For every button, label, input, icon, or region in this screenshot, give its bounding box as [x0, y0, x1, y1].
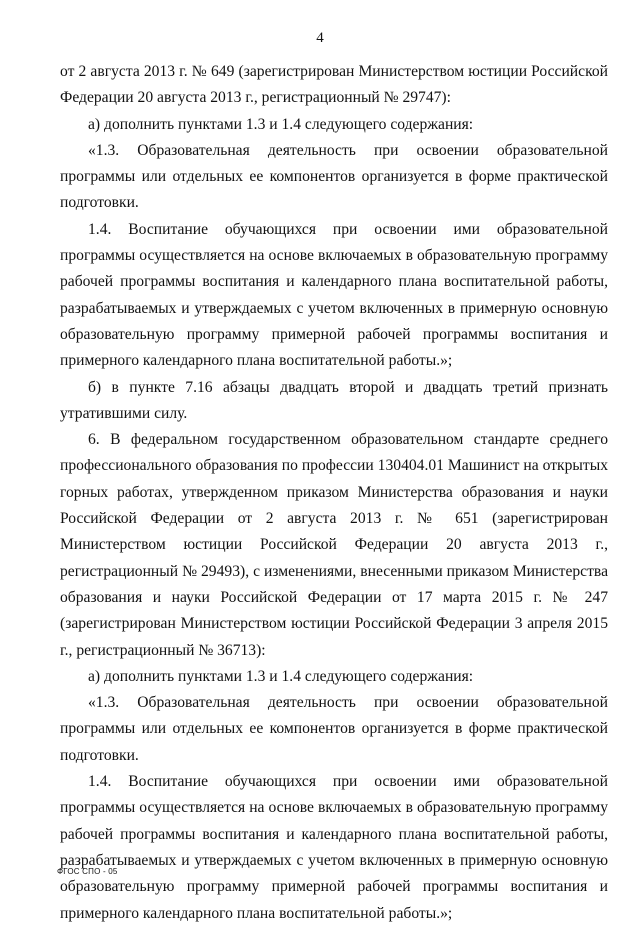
- paragraph: 1.4. Воспитание обучающихся при освоении ими образовательной программы осуществляется на основе включаемых в образовательную программу рабочей программы воспитания и календарного плана воспитательной работы, разрабатываемых и утверждаемых с учетом включенных в примерную основную образовательную программу примерной рабочей программы воспитания и примерного календарного плана воспитательной работы.»;: [60, 773, 608, 922]
- paragraph: а) дополнить пунктами 1.3 и 1.4 следующего содержания:: [88, 667, 474, 685]
- document-body: [60, 59, 608, 927]
- paragraph: «1.3. Образовательная деятельность при освоении образовательной программы или отдельных ее компонентов организуется в форме практической подготовки.: [60, 694, 608, 764]
- paragraph: 6. В федеральном государственном образовательном стандарте среднего профессионального образования по профессии 130404.01 Машинист на открытых горных работах, утвержденном приказом Министерства образования и науки Российской Федерации от 2 августа 2013 г. № 651 (зарегистрирован Министерством юстиции Российской Федерации 20 августа 2013 г., регистрационный № 29493), с изменениями, внесенными приказом Министерства образования и науки Российской Федерации от 17 марта 2015 г. № 247 (зарегистрирован Министерством юстиции Российской Федерации 3 апреля 2015 г., регистрационный № 36713):: [60, 431, 608, 659]
- paragraph: от 2 августа 2013 г. № 649 (зарегистрирован Министерством юстиции Российской Федерации 20 августа 2013 г., регистрационный № 29747):: [60, 63, 608, 107]
- paragraph: «1.3. Образовательная деятельность при освоении образовательной программы или отдельных ее компонентов организуется в форме практической подготовки.: [60, 141, 608, 212]
- paragraph: б) в пункте 7.16 абзацы двадцать второй и двадцать третий признать утратившими силу.: [60, 378, 608, 422]
- paragraph: а) дополнить пунктами 1.3 и 1.4 следующего содержания:: [88, 115, 474, 133]
- paragraph: 1.4. Воспитание обучающихся при освоении ими образовательной программы осуществляется на основе включаемых в образовательную программу рабочей программы воспитания и календарного плана воспитательной работы, разрабатываемых и утверждаемых с учетом включенных в примерную основную образовательную программу примерной рабочей программы воспитания и примерного календарного плана воспитательной работы.»;: [60, 220, 608, 370]
- page-number: 4: [316, 30, 324, 46]
- footer-code: ФГОС СПО - 05: [57, 867, 118, 876]
